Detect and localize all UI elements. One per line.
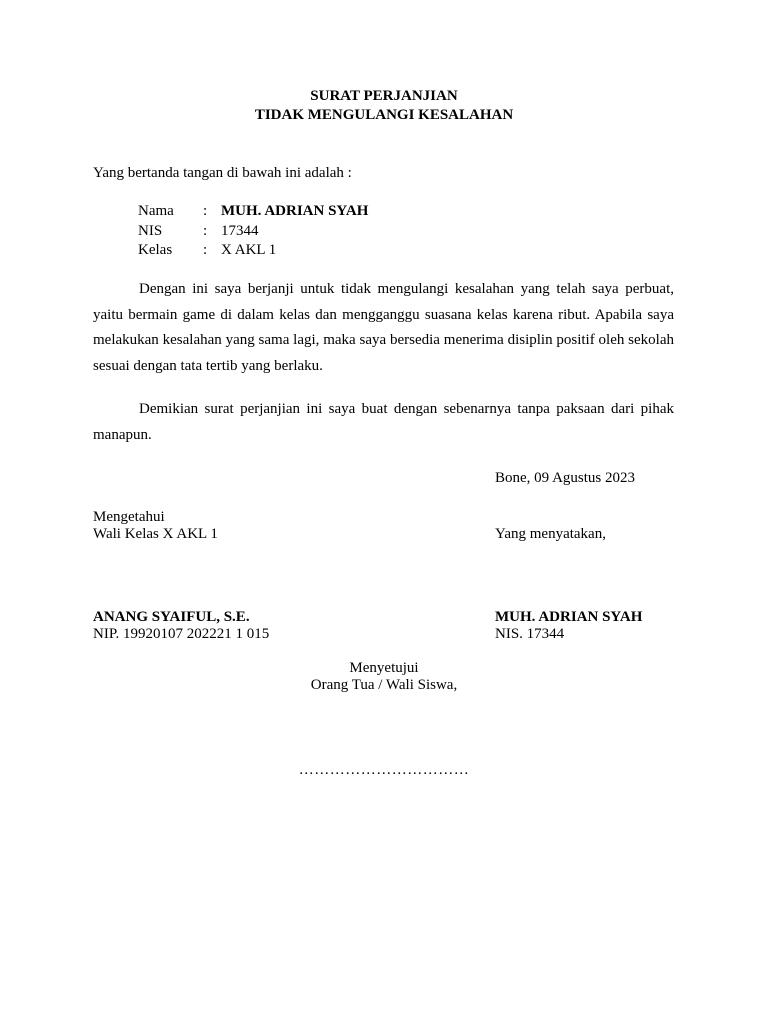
identity-label-nis: NIS xyxy=(138,223,163,239)
paragraph-promise: Dengan ini saya berjanji untuk tidak mengulangi kesalahan yang telah saya perbuat, yaitu bermain game di dalam kelas dan mengganggu suasana kelas karena ribut. Apabila saya melakukan kesalahan yang sama lagi, maka saya bersedia menerima disiplin positif oleh sekolah sesuai dengan tata tertib yang berlaku. xyxy=(93,281,674,374)
identity-label-name: Nama xyxy=(138,203,174,219)
right-sign-heading: Yang menyatakan, xyxy=(495,526,606,542)
parent-sign-heading-1: Menyetujui xyxy=(349,660,419,676)
left-sign-name: ANANG SYAIFUL, S.E. xyxy=(93,609,250,625)
identity-value-nis: 17344 xyxy=(221,223,259,239)
place-date: Bone, 09 Agustus 2023 xyxy=(495,470,636,486)
left-sign-id: NIP. 19920107 202221 1 015 xyxy=(93,626,270,642)
paragraph-closing: Demikian surat perjanjian ini saya buat dengan sebenarnya tanpa paksaan dari pihak manapun. xyxy=(93,401,674,443)
intro-text: Yang bertanda tangan di bawah ini adalah : xyxy=(93,165,352,181)
identity-sep-kelas: : xyxy=(203,242,208,258)
identity-sep-name: : xyxy=(203,203,208,219)
left-sign-heading-2: Wali Kelas X AKL 1 xyxy=(93,526,218,542)
parent-sign-placeholder: …………………………… xyxy=(298,762,470,778)
identity-value-kelas: X AKL 1 xyxy=(221,242,277,258)
right-sign-id: NIS. 17344 xyxy=(495,626,565,642)
identity-value-name: MUH. ADRIAN SYAH xyxy=(221,203,369,219)
parent-sign-heading-2: Orang Tua / Wali Siswa, xyxy=(310,677,458,693)
identity-label-kelas: Kelas xyxy=(138,242,173,258)
identity-sep-nis: : xyxy=(203,223,208,239)
title-line-1: SURAT PERJANJIAN xyxy=(310,88,458,104)
left-sign-heading-1: Mengetahui xyxy=(93,509,165,525)
title-line-2: TIDAK MENGULANGI KESALAHAN xyxy=(254,107,514,123)
right-sign-name: MUH. ADRIAN SYAH xyxy=(495,609,643,625)
